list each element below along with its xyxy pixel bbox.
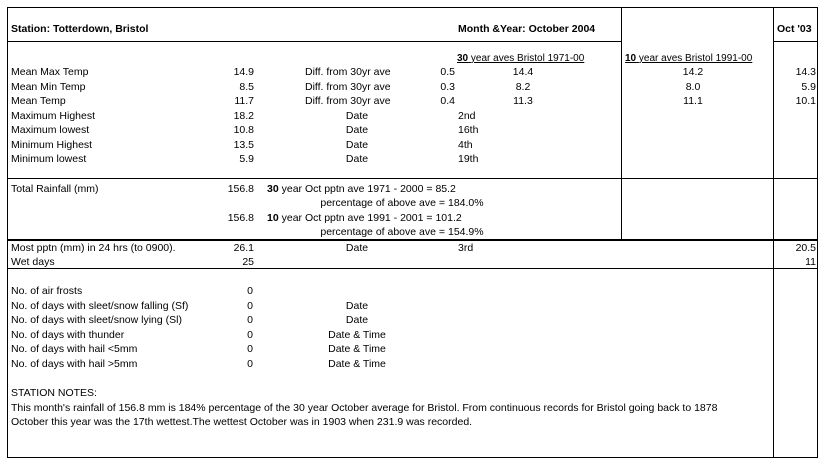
date-value: 16th [458,124,479,136]
most-pptn-prev: 20.5 [795,242,816,254]
wet-days-label: Wet days [11,256,55,268]
ave30-value: 11.3 [513,95,533,107]
count-label: No. of days with sleet/snow lying (Sl) [11,314,182,326]
weather-summary-sheet [7,7,818,458]
divider-col-1 [621,8,622,240]
aves-1991-number: 10 [625,53,637,64]
pct10-value: 154.9% [448,226,484,238]
most-pptn-value: 26.1 [233,242,254,254]
rainfall-ave10-line [267,212,462,225]
count-date-label: Date & Time [328,343,386,355]
count-label: No. of days with thunder [11,329,125,341]
prev-value: 5.9 [801,81,816,93]
divider-row-1 [8,41,621,42]
count-label: No. of air frosts [11,285,83,297]
row-label: Minimum lowest [11,153,87,165]
divider-row-4 [8,268,817,269]
date-label: Date [345,139,369,151]
notes-title: STATION NOTES: [11,387,97,399]
divider-row-1b [773,41,817,42]
aves-1971-label: year aves Bristol 1971-00 [470,53,585,64]
date-label: Date [345,124,369,136]
count-value: 0 [247,358,253,370]
pct10-label: percentage of above ave = [320,226,445,238]
rainfall-value: 156.8 [227,183,254,195]
aves-1971-number: 30 [457,53,469,64]
count-date-label: Date [345,300,369,312]
date-value: 4th [458,139,473,151]
count-value: 0 [247,285,253,297]
diff-value: 0.3 [440,81,455,93]
aves-1971-heading [457,52,584,65]
count-date-label: Date & Time [328,358,386,370]
diff-value: 0.4 [440,95,455,107]
count-value: 0 [247,314,253,326]
divider-row-3 [8,239,817,241]
pct30-label: percentage of above ave = [320,197,445,209]
row-label: Mean Temp [11,95,66,107]
count-value: 0 [247,300,253,312]
notes-line-2: October this year was the 17th wettest.The wettest October was in 1903 when 231.9 was recorded. [11,416,473,428]
month-year: Month &Year: October 2004 [458,23,596,35]
ave30-amount: 85.2 [435,183,456,195]
row-label: Minimum Highest [11,139,93,151]
date-label: Date [345,153,369,165]
ave30-value: 8.2 [515,81,531,93]
count-label: No. of days with hail <5mm [11,343,138,355]
wet-days-value: 25 [242,256,254,268]
divider-col-2 [773,8,774,457]
row-value: 8.5 [239,81,254,93]
station-name: Station: Totterdown, Bristol [11,23,149,35]
row-value: 10.8 [233,124,254,136]
ave30-number: 30 [267,183,279,195]
ave10-amount: 101.2 [435,212,462,224]
rainfall-value-2: 156.8 [227,212,254,224]
prev-value: 10.1 [795,95,816,107]
row-label: Mean Min Temp [11,81,86,93]
ave10-value: 14.2 [682,66,704,78]
count-date-label: Date [345,314,369,326]
ave10-value: 8.0 [685,81,701,93]
row-value: 14.9 [233,66,254,78]
ave10-value: 11.1 [683,95,703,107]
pct30-value: 184.0% [448,197,484,209]
rainfall-ave30-line [267,183,456,196]
ave10-text: year Oct pptn ave 1991 - 2001 = [281,212,433,224]
diff-value: 0.5 [440,66,455,78]
most-pptn-date-label: Date [345,242,369,254]
row-label: Maximum lowest [11,124,90,136]
aves-1991-label: year aves Bristol 1991-00 [638,53,753,64]
prev-value: 14.3 [795,66,816,78]
divider-row-2 [8,178,817,179]
notes-line-1: This month's rainfall of 156.8 mm is 184% percentage of the 30 year October average for Bristol. From continuous records for Bristol going back to 1878 [11,402,718,414]
row-label: Mean Max Temp [11,66,89,78]
row-value: 11.7 [234,95,254,107]
aves-1991-heading [625,52,752,65]
count-label: No. of days with hail >5mm [11,358,138,370]
row-value: 13.5 [233,139,254,151]
wet-days-prev: 11 [805,256,816,268]
row-value: 18.2 [233,110,254,122]
date-value: 19th [458,153,479,165]
diff-label: Diff. from 30yr ave [305,95,391,107]
diff-label: Diff. from 30yr ave [305,81,391,93]
ave30-value: 14.4 [512,66,534,78]
count-value: 0 [247,329,253,341]
most-pptn-label: Most pptn (mm) in 24 hrs (to 0900). [11,242,176,254]
count-value: 0 [247,343,253,355]
most-pptn-date: 3rd [458,242,474,254]
row-label: Maximum Highest [11,110,96,122]
row-value: 5.9 [239,153,254,165]
rainfall-label: Total Rainfall (mm) [11,183,99,195]
count-date-label: Date & Time [328,329,386,341]
date-value: 2nd [458,110,476,122]
ave30-text: year Oct pptn ave 1971 - 2000 = [281,183,433,195]
date-label: Date [345,110,369,122]
ave10-number: 10 [267,212,279,224]
count-label: No. of days with sleet/snow falling (Sf) [11,300,189,312]
diff-label: Diff. from 30yr ave [305,66,391,78]
comparison-month: Oct '03 [777,23,812,35]
